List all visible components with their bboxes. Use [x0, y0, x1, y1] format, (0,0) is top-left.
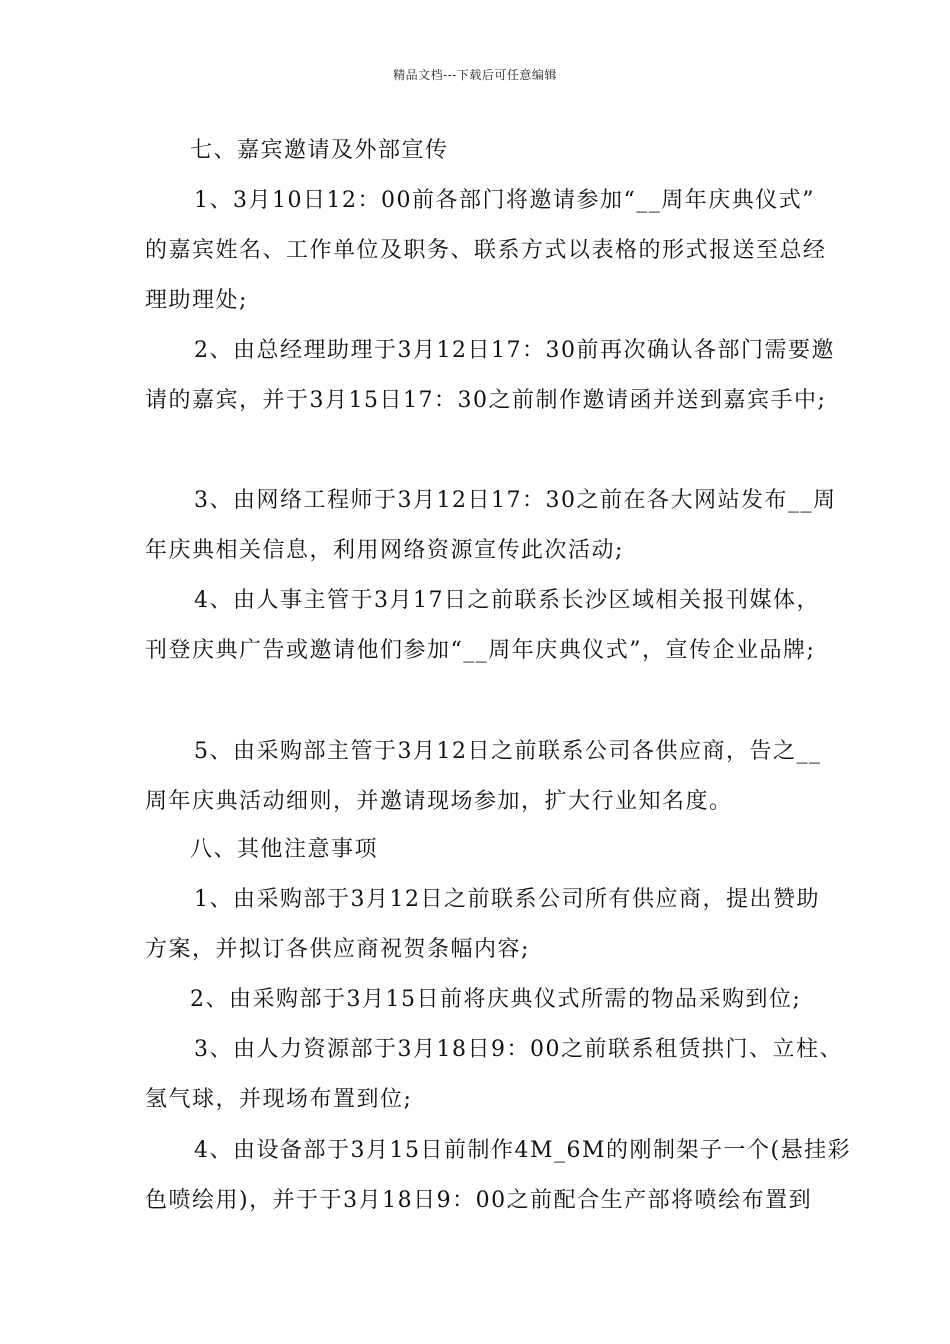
section-heading-7: 七、嘉宾邀请及外部宣传	[190, 138, 449, 163]
paragraph-line: 3、由人力资源部于3月18日9：00之前联系租赁拱门、立柱、	[194, 1037, 843, 1062]
paragraph-line: 理助理处;	[145, 288, 248, 313]
paragraph-line: 请的嘉宾，并于3月15日17：30之前制作邀请函并送到嘉宾手中;	[145, 388, 827, 413]
paragraph-line: 氢气球，并现场布置到位;	[145, 1087, 413, 1112]
paragraph-line: 方案，并拟订各供应商祝贺条幅内容;	[145, 937, 530, 962]
paragraph-line: 周年庆典活动细则，并邀请现场参加，扩大行业知名度。	[145, 789, 733, 814]
paragraph-line: 刊登庆典广告或邀请他们参加“__周年庆典仪式”，宣传企业品牌;	[145, 638, 816, 663]
paragraph-line: 年庆典相关信息，利用网络资源宣传此次活动;	[145, 538, 624, 563]
paragraph-line: 3、由网络工程师于3月12日17：30之前在各大网站发布__周	[194, 488, 837, 513]
paragraph-line: 4、由人事主管于3月17日之前联系长沙区域相关报刊媒体，	[194, 588, 820, 613]
section-heading-8: 八、其他注意事项	[190, 837, 379, 862]
paragraph-line: 2、由采购部于3月15日前将庆典仪式所需的物品采购到位;	[190, 987, 802, 1012]
paragraph-line: 1、由采购部于3月12日之前联系公司所有供应商，提出赞助	[194, 887, 820, 912]
page-header: 精品文档---下载后可任意编辑	[393, 68, 557, 82]
paragraph-line: 5、由采购部主管于3月12日之前联系公司各供应商，告之__	[194, 739, 822, 764]
paragraph-line: 色喷绘用)，并于于3月18日9：00之前配合生产部将喷绘布置到	[145, 1188, 813, 1213]
paragraph-line: 2、由总经理助理于3月12日17：30前再次确认各部门需要邀	[194, 338, 835, 363]
paragraph-line: 的嘉宾姓名、工作单位及职务、联系方式以表格的形式报送至总经	[145, 238, 827, 263]
paragraph-line: 1、3月10日12：00前各部门将邀请参加“__周年庆典仪式”	[194, 188, 815, 213]
paragraph-line: 4、由设备部于3月15日前制作4M_6M的刚制架子一个(悬挂彩	[194, 1138, 852, 1163]
